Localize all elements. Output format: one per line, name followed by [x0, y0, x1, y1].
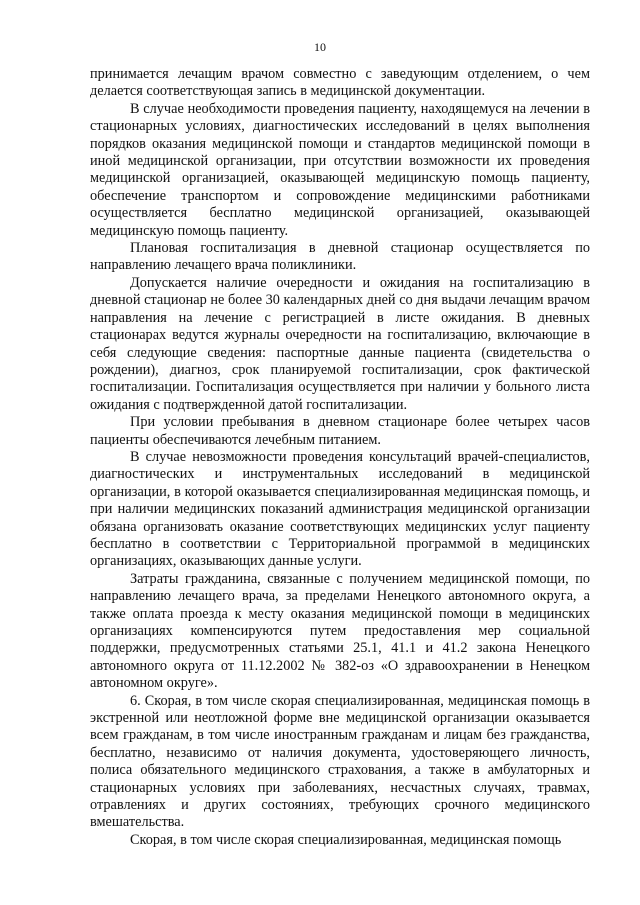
paragraph-meals: При условии пребывания в дневном стационаре более четырех часов пациенты обеспечиваются лечебным питанием. — [90, 414, 590, 448]
paragraph-emergency-care-cont: Скорая, в том числе скорая специализированная, медицинская помощь — [130, 831, 562, 848]
document-body — [90, 66, 590, 849]
paragraph-continuation: принимается лечащим врачом совместно с заведующим отделением, о чем делается соответствующая запись в медицинской документации. — [90, 66, 590, 100]
paragraph-emergency-care: 6. Скорая, в том числе скорая специализированная, медицинская помощь в экстренной или неотложной форме вне медицинской организации оказывается всем гражданам, в том числе иностранным гражданам и лицам без гражданства, бесплатно, независимо от наличия документа, удостоверяющего личность, полиса обязательного медицинского страхования, а также в амбулаторных и стационарных условиях при заболеваниях, несчастных случаях, травмах, отравлениях и других состояниях, требующих срочного медицинского вмешательства. — [90, 692, 590, 831]
paragraph-waiting-list: Допускается наличие очередности и ожидания на госпитализацию в дневной стационар не более 30 календарных дней со дня выдачи лечащим врачом направления на лечение с регистрацией в листе ожидания. В дневных стационарах ведутся журналы очередности на госпитализацию, включающие в себя следующие сведения: паспортные данные пациента (свидетельства о рождении), диагноз, срок планируемой госпитализации, срок фактической госпитализации. Госпитализация осуществляется при наличии у больного листа ожидания с подтвержденной датой госпитализации. — [90, 274, 590, 413]
paragraph-consultations: В случае невозможности проведения консультаций врачей-специалистов, диагностических и инструментальных исследований в медицинской организации, в которой оказывается специализированная медицинская помощь, и при наличии медицинских показаний администрация медицинской организации обязана организовать оказание соответствующих медицинских услуг пациенту бесплатно в соответствии с Территориальной программой в медицинских организациях, оказывающих данные услуги. — [90, 448, 590, 570]
paragraph-expenses: Затраты гражданина, связанные с получением медицинской помощи, по направлению лечащего врача, за пределами Ненецкого автономного округа, а также оплата проезда к месту оказания медицинской помощи в медицинских организациях компенсируются путем предоставления мер социальной поддержки, предусмотренных статьями 25.1, 41.1 и 41.2 закона Ненецкого автономного округа от 11.12.2002 № 382-оз «О здравоохранении в Ненецком автономном округе». — [90, 570, 590, 692]
paragraph-planned-hospitalization: Плановая госпитализация в дневной стационар осуществляется по направлению лечащего врача поликлиники. — [90, 240, 590, 274]
paragraph-diagnostic-transport: В случае необходимости проведения пациенту, находящемуся на лечении в стационарных условиях, диагностических исследований в целях выполнения порядков оказания медицинской помощи и стандартов медицинской помощи в иной медицинской организации, при отсутствии возможности их проведения медицинской организацией, оказывающей медицинскую помощь пациенту, обеспечение транспортом и сопровождение медицинскими работниками осуществляется бесплатно медицинской организацией, оказывающей медицинскую помощь пациенту. — [90, 100, 590, 239]
page-number: 10 — [314, 40, 326, 54]
